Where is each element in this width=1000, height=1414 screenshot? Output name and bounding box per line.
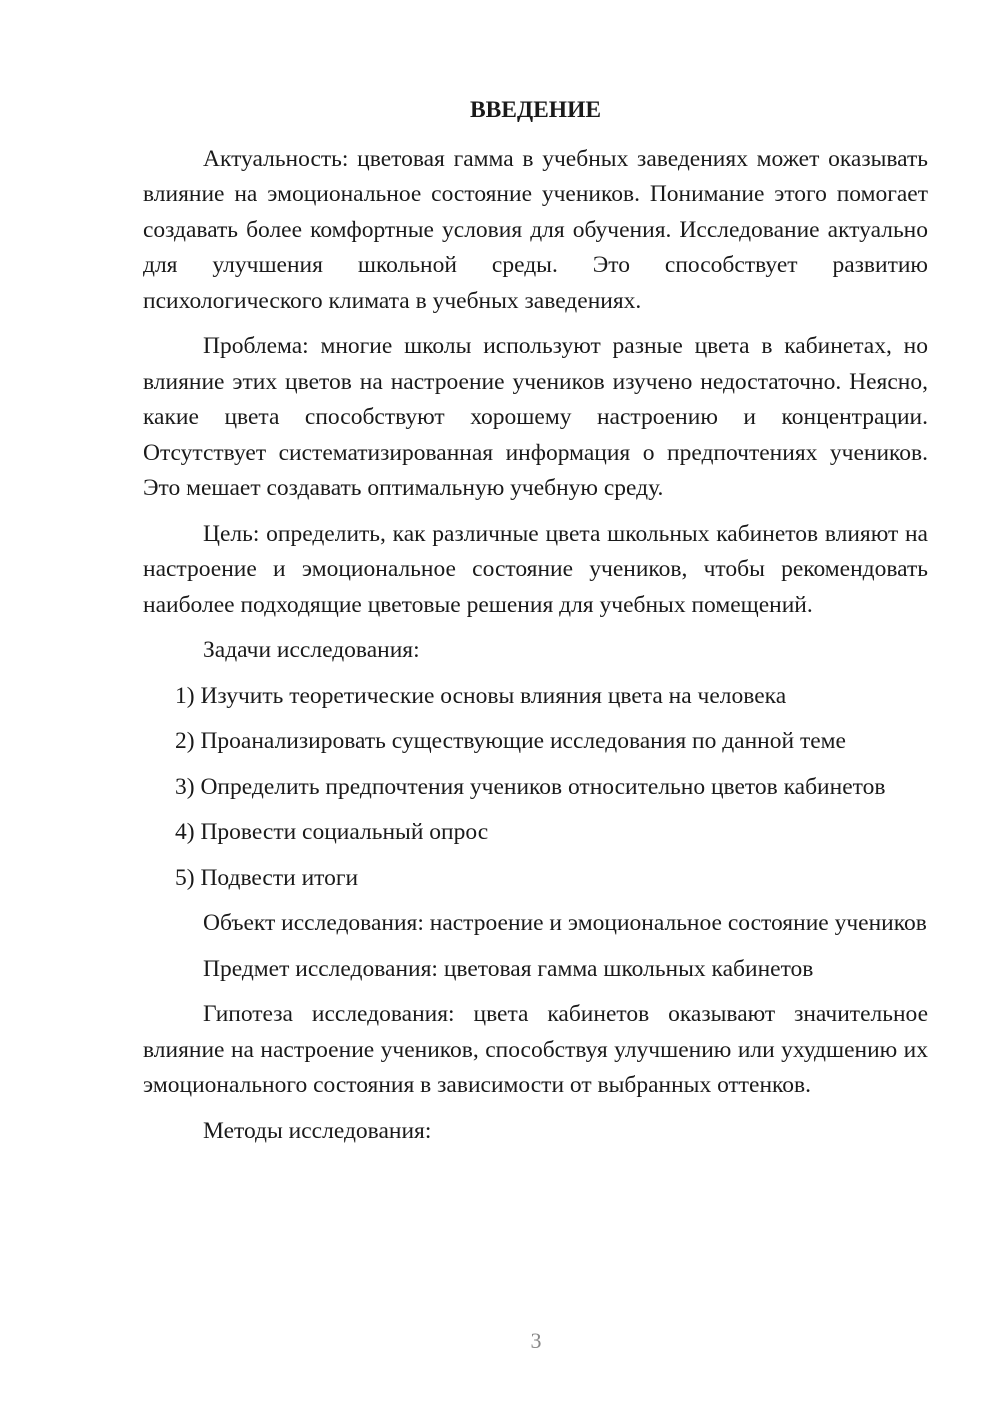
problem-paragraph: Проблема: многие школы используют разные цвета в кабинетах, но влияние этих цветов на настроение учеников изучено недостаточно. Неясно, какие цвета способствуют хорошему настроению и концентрации. Отсутствует систематизированная информация о предпочтениях учеников. Это мешает создавать оптимальную учебную среду. [143, 333, 928, 501]
goal-paragraph: Цель: определить, как различные цвета школьных кабинетов влияют на настроение и эмоциональное состояние учеников, чтобы рекомендовать наиболее подходящие цветовые решения для учебных помещений. [143, 520, 928, 618]
task-item: 5) Подвести итоги [175, 864, 359, 891]
document-body [143, 93, 928, 1159]
task-item: 3) Определить предпочтения учеников относительно цветов кабинетов [175, 773, 886, 800]
methods-heading: Методы исследования: [203, 1117, 432, 1144]
tasks-heading: Задачи исследования: [203, 637, 420, 663]
task-item: 4) Провести социальный опрос [175, 819, 489, 845]
page-number: 3 [530, 1328, 542, 1353]
hypothesis-paragraph: Гипотеза исследования: цвета кабинетов оказывают значительное влияние на настроение учеников, способствуя улучшению или ухудшению их эмоционального состояния в зависимости от выбранных оттенков. [143, 1001, 928, 1098]
section-title: ВВЕДЕНИЕ [469, 97, 602, 123]
subject-paragraph: Предмет исследования: цветовая гамма школьных кабинетов [203, 955, 814, 982]
object-paragraph: Объект исследования: настроение и эмоциональное состояние учеников [203, 910, 927, 936]
task-item: 1) Изучить теоретические основы влияния цвета на человека [175, 682, 787, 709]
task-item: 2) Проанализировать существующие исследования по данной теме [175, 728, 846, 754]
relevance-paragraph: Актуальность: цветовая гамма в учебных заведениях может оказывать влияние на эмоциональное состояние учеников. Понимание этого помогает создавать более комфортные условия для обучения. Исследование актуально для улучшения школьной среды. Это способствует развитию психологического климата в учебных заведениях. [143, 145, 928, 314]
